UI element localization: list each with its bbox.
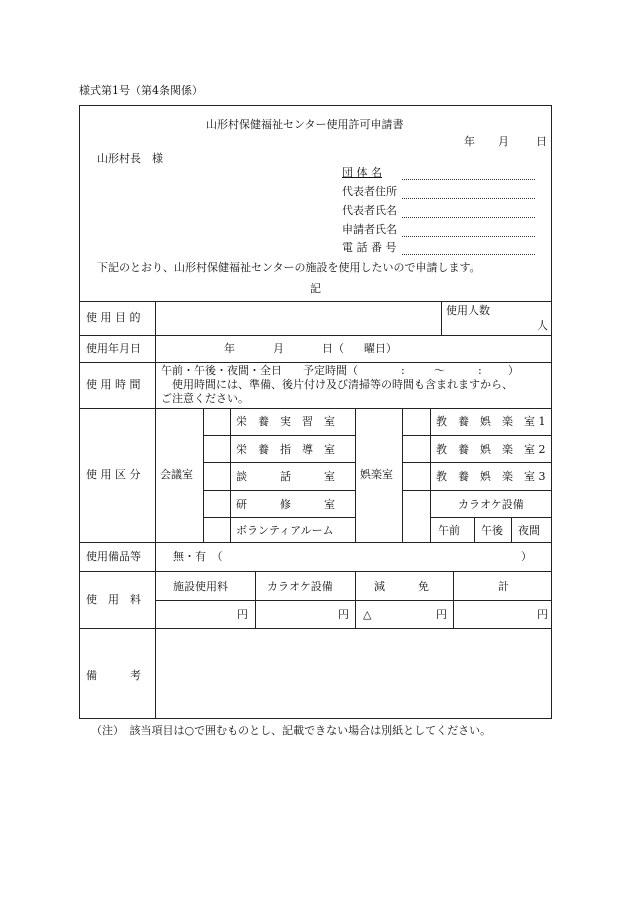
equipment-close-paren: ） [521,550,532,563]
line-after-equipment [80,571,552,572]
intro-text: 下記のとおり、山形村保健福祉センターの施設を使用したいので申請します。 [97,261,481,274]
fee-total-yen: 円 [537,608,548,621]
field-organization-line[interactable] [402,179,535,180]
purpose-label: 使 用 目 的 [86,311,141,324]
people-unit: 人 [537,319,548,332]
use-date-month: 月 [273,342,284,355]
fee-facility-yen: 円 [237,608,248,621]
time-colon-start: : [401,364,405,377]
meeting-room-2: 栄 養 指 導 室 [236,443,335,456]
meeting-room-4: 研 修 室 [236,498,335,511]
meeting-room-3-checkbox[interactable] [204,463,230,490]
line-after-time [80,408,552,409]
people-label: 使用人数 [446,304,490,317]
remarks-input[interactable] [160,634,545,714]
fee-divider-3 [453,571,454,628]
meeting-room-4-checkbox[interactable] [204,491,230,517]
fee-karaoke-yen: 円 [338,608,349,621]
date-day: 日 [536,135,547,148]
form-title: 山形村保健福祉センター使用許可申請書 [206,118,404,131]
meeting-room-3: 談 話 室 [236,470,335,483]
form-number-label: 様式第1号（第4条関係） [79,84,203,97]
fee-header-facility: 施設使用料 [173,580,228,593]
karaoke-slot-afternoon[interactable]: 午後 [481,524,503,537]
fee-divider-1 [255,571,256,628]
karaoke-slot-morning[interactable]: 午前 [438,524,460,537]
fee-reduction-yen: 円 [436,608,447,621]
date-year: 年 [464,135,475,148]
meeting-room-right-divider [355,408,356,542]
fee-header-reduction: 減 免 [374,580,429,593]
category-label: 使 用 区 分 [86,468,141,481]
time-tilde: 〜 [434,364,445,377]
time-colon-end: : [478,364,482,377]
meeting-room-5: ボランティアルーム [236,524,334,537]
time-scheduled-label: 予定時間（ [303,364,358,377]
recreation-room-label: 娯楽室 [360,468,393,481]
time-close-paren: ） [508,364,519,377]
remarks-label: 備 考 [86,669,141,682]
field-rep-name-label: 代表者氏名 [342,204,397,217]
line-fee-middle [155,600,552,601]
meeting-room-2-checkbox[interactable] [204,436,230,462]
meeting-check-divider [230,408,231,542]
use-time-label: 使 用 時 間 [86,378,141,391]
line-top-of-table [80,301,552,302]
purpose-input[interactable] [160,306,435,331]
line-after-category [80,542,552,543]
karaoke-label: カラオケ設備 [458,498,524,511]
karaoke-slot-line [430,517,552,518]
recreation-room-2: 教 養 娯 楽 室 2 [436,443,546,456]
field-applicant-name-label: 申請者氏名 [342,223,397,236]
label-column-divider [155,301,156,719]
footnote: （注） 該当項目は○で囲むものとし、記載できない場合は別紙としてください。 [91,724,492,737]
field-applicant-name-line[interactable] [402,236,535,237]
meeting-room-1-checkbox[interactable] [204,409,230,435]
date-month: 月 [498,135,509,148]
time-options[interactable]: 午前・午後・夜間・全日 [161,364,282,377]
ki-label: 記 [310,282,321,295]
karaoke-slot-divider-1 [474,517,475,542]
meeting-room-label: 会議室 [160,468,193,481]
karaoke-slot-divider-2 [511,517,512,542]
field-organization-label: 団 体 名 [342,166,382,179]
fee-reduction-triangle: △ [363,608,372,621]
fee-header-karaoke: カラオケ設備 [267,580,333,593]
field-rep-address-line[interactable] [402,198,535,199]
people-divider [441,301,442,335]
karaoke-checkbox[interactable] [403,491,430,542]
time-note-line-2: ご注意ください。 [161,392,249,405]
time-note-line-1: 使用時間には、準備、後片付け及び清掃等の時間も含まれますから、 [172,378,513,391]
meeting-room-5-checkbox[interactable] [204,518,230,542]
meeting-room-1: 栄 養 実 習 室 [236,415,335,428]
field-rep-address-label: 代表者住所 [342,185,397,198]
equipment-value[interactable]: 無・有 （ [173,550,223,563]
karaoke-slot-night[interactable]: 夜間 [518,524,540,537]
addressee: 山形村長 様 [97,152,163,165]
field-rep-name-line[interactable] [402,217,535,218]
line-after-date [80,362,552,363]
fee-divider-2 [355,571,356,628]
fee-label: 使 用 料 [86,593,141,606]
recreation-room-3-checkbox[interactable] [403,463,430,490]
recreation-room-1: 教 養 娯 楽 室 1 [436,415,546,428]
field-phone-line[interactable] [402,254,535,255]
fee-header-total: 計 [498,580,509,593]
use-date-day: 日（ [322,342,344,355]
line-after-fee [80,628,552,629]
use-date-year: 年 [224,342,235,355]
line-after-purpose [80,335,552,336]
recreation-room-1-checkbox[interactable] [403,409,430,435]
equipment-label: 使用備品等 [86,550,141,563]
application-form [79,105,552,719]
recreation-room-2-checkbox[interactable] [403,436,430,462]
recreation-check-divider [430,408,431,542]
use-date-weekday: 曜日） [364,342,397,355]
use-date-label: 使用年月日 [86,342,141,355]
field-phone-label: 電 話 番 号 [342,241,397,254]
recreation-room-3: 教 養 娯 楽 室 3 [436,470,546,483]
